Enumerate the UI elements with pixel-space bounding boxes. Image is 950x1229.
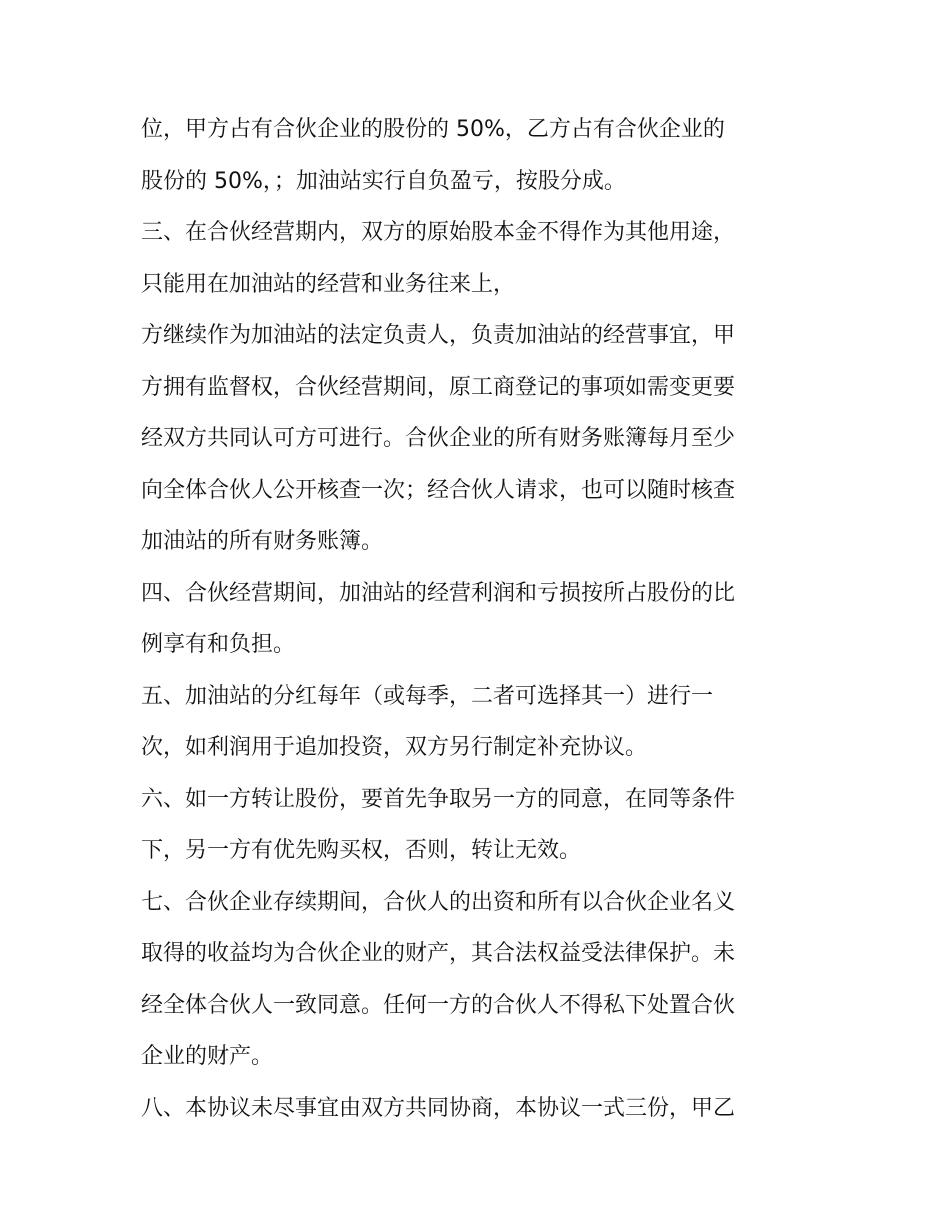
text-line: 只能用在加油站的经营和业务往来上，: [141, 271, 516, 297]
text-line: 四、合伙经营期间，加油站的经营利润和亏损按所占股份的比: [141, 580, 736, 606]
text-line: 企业的财产。: [141, 1044, 274, 1069]
text-line: 向全体合伙人公开核查一次；经合伙人请求，也可以随时核查: [141, 477, 736, 503]
text-line: 位，甲方占有合伙企业的股份的 50%，乙方占有合伙企业的: [141, 117, 725, 142]
text-line: 取得的收益均为合伙企业的财产，其合法权益受法律保护。未: [141, 941, 736, 966]
text-line: 股份的 50%，；加油站实行自负盈亏，按股分成。: [141, 168, 626, 194]
text-line: 八、本协议未尽事宜由双方共同协商，本协议一式三份，甲乙: [141, 1095, 736, 1121]
text-line: 加油站的所有财务账簿。: [141, 529, 384, 554]
text-line: 例享有和负担。: [141, 632, 296, 657]
text-line: 方继续作为加油站的法定负责人，负责加油站的经营事宜，甲: [141, 323, 736, 348]
text-line: 经双方共同认可方可进行。合伙企业的所有财务账簿每月至少: [141, 426, 736, 451]
text-line: 六、如一方转让股份，要首先争取另一方的同意，在同等条件: [141, 786, 736, 812]
text-line: 三、在合伙经营期内，双方的原始股本金不得作为其他用途，: [141, 220, 736, 245]
text-line: 次，如利润用于追加投资，双方另行制定补充协议。: [141, 735, 648, 760]
text-line: 七、合伙企业存续期间，合伙人的出资和所有以合伙企业名义: [141, 889, 736, 915]
text-line: 下，另一方有优先购买权，否则，转让无效。: [141, 838, 582, 863]
text-line: 五、加油站的分红每年（或每季，二者可选择其一）进行一: [141, 683, 714, 709]
document-body: [141, 110, 821, 1140]
text-line: 方拥有监督权，合伙经营期间，原工商登记的事项如需变更要: [141, 374, 736, 400]
text-line: 经全体合伙人一致同意。任何一方的合伙人不得私下处置合伙: [141, 992, 736, 1018]
